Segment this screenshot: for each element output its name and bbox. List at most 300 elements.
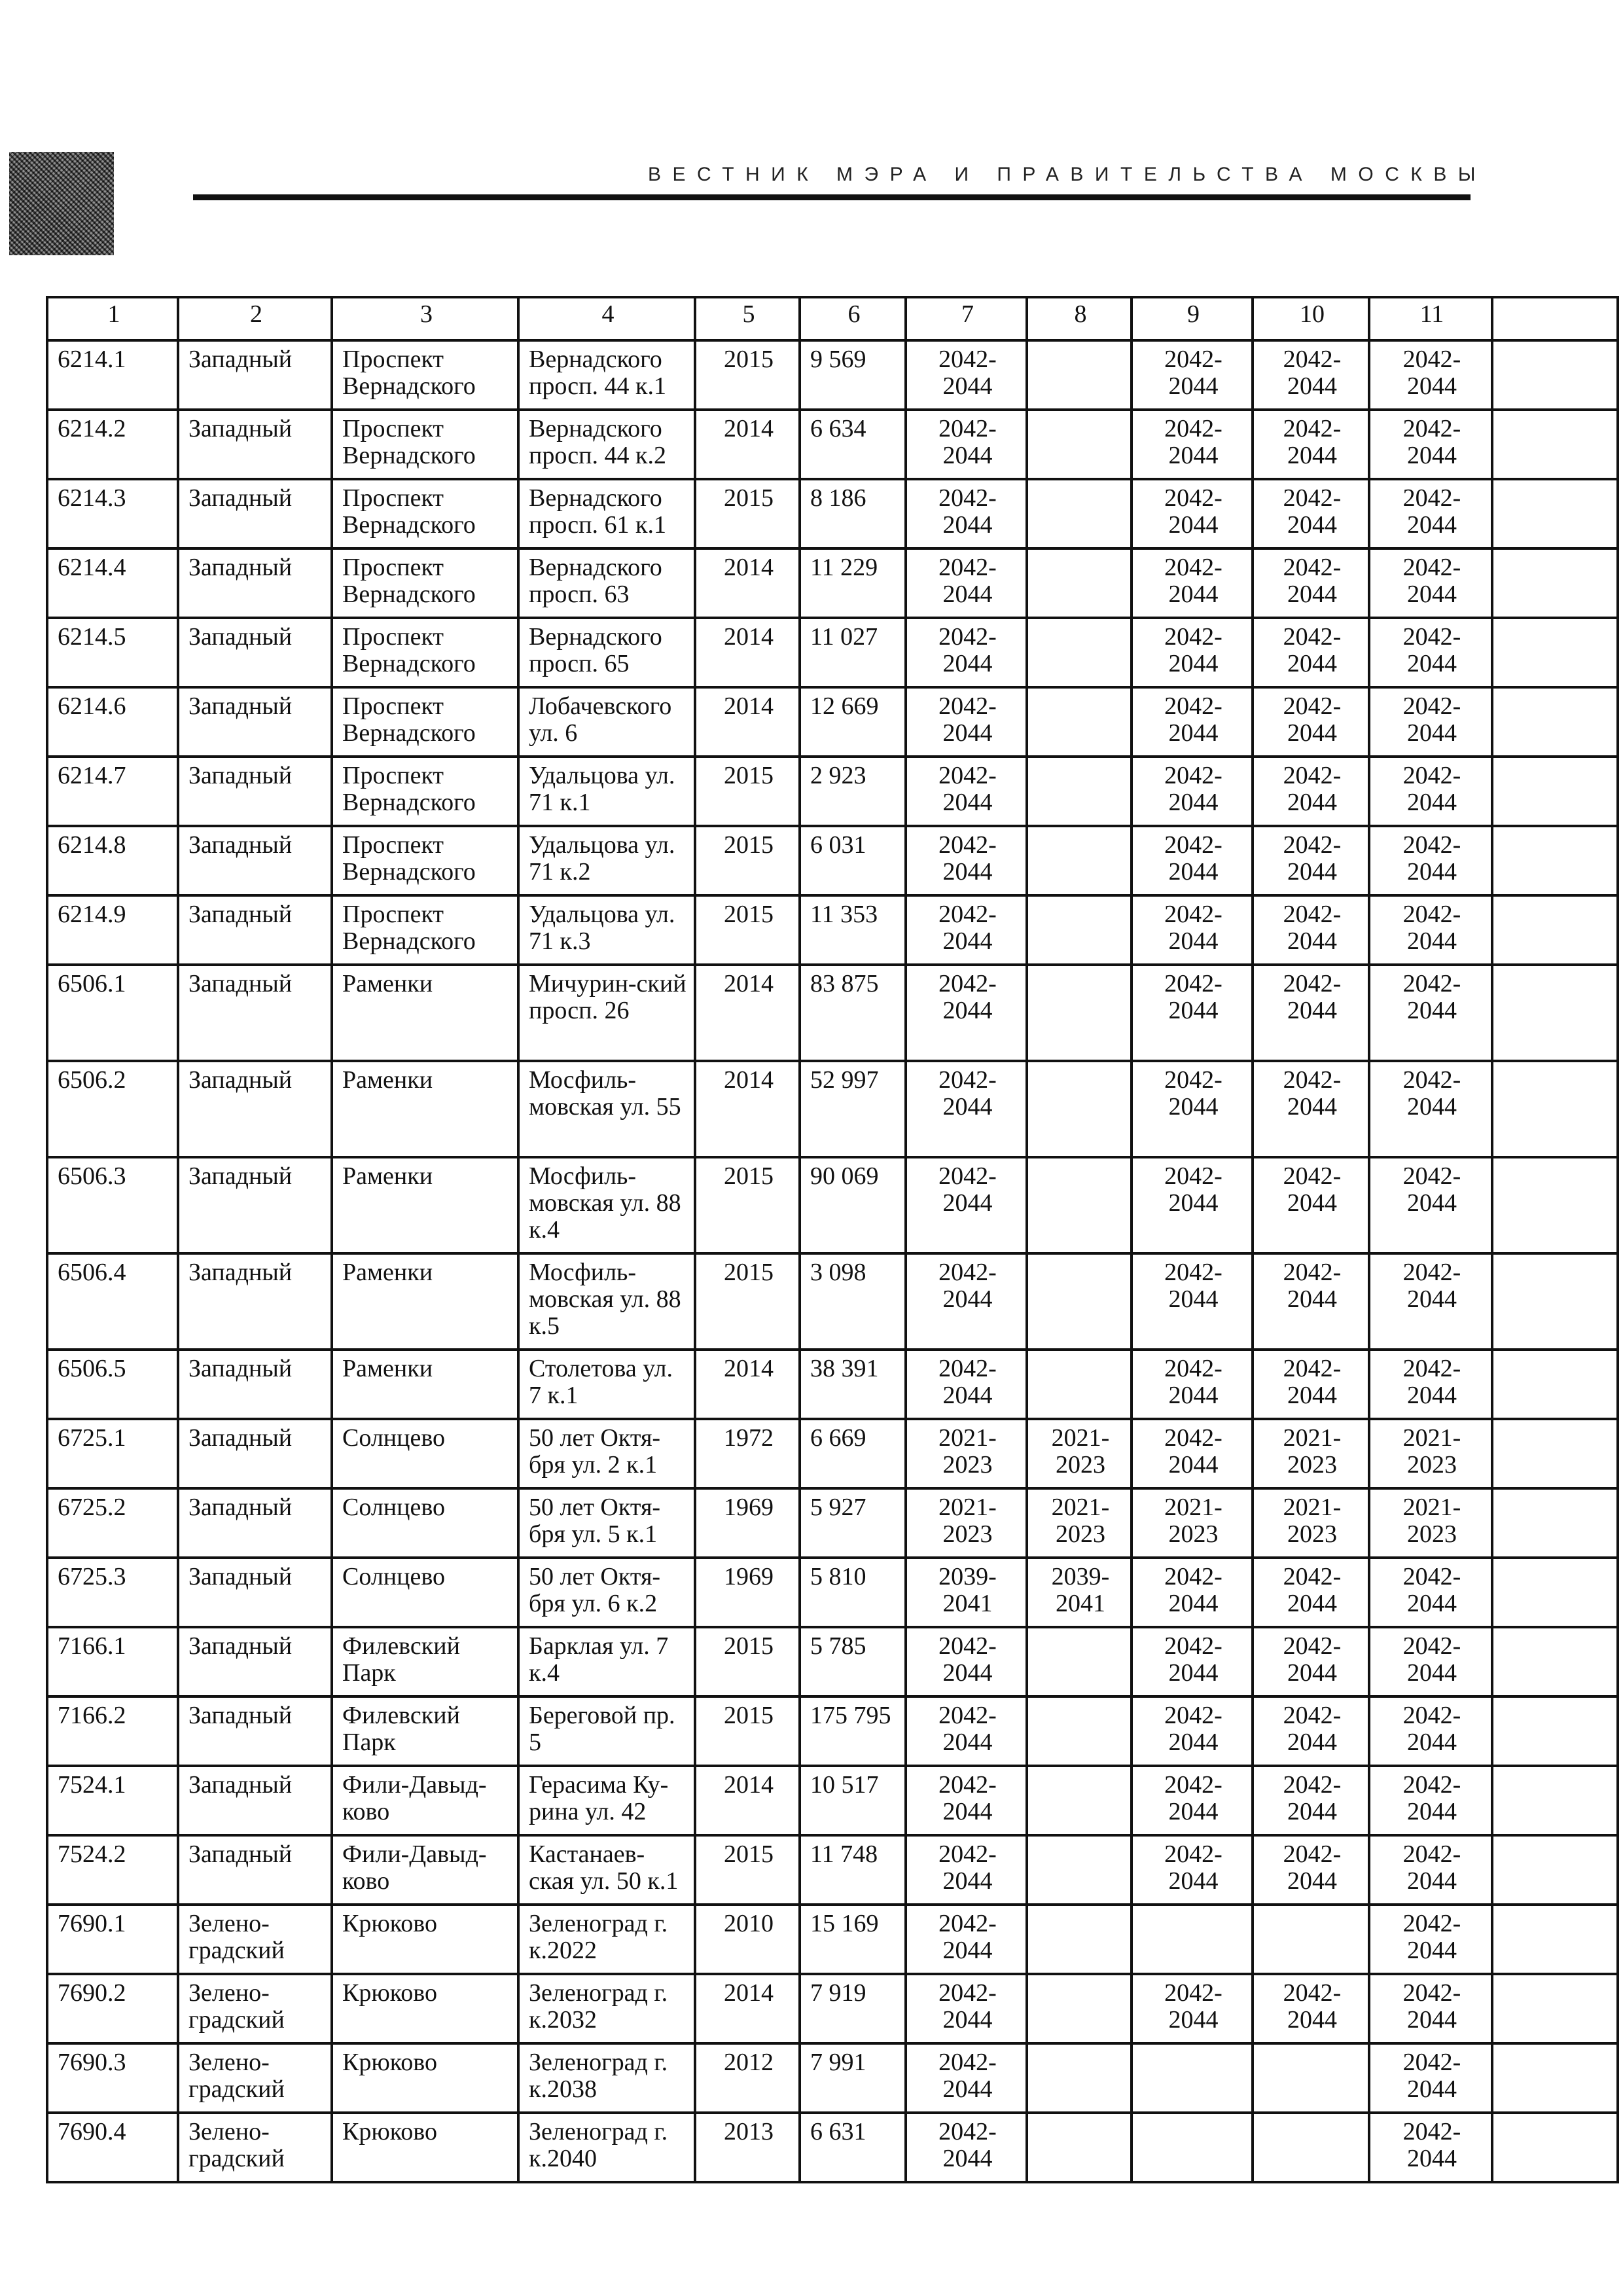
cell-period-7: 2042-2044 <box>906 1253 1027 1350</box>
table-row <box>47 1488 1618 1558</box>
cell-period-8 <box>1027 1766 1132 1835</box>
table-row <box>47 1974 1618 2043</box>
cell-extra <box>1492 1766 1618 1835</box>
cell-address: Мичурин-ский просп. 26 <box>518 965 695 1061</box>
cell-extra <box>1492 1157 1618 1253</box>
cell-period-9: 2042-2044 <box>1132 1627 1253 1696</box>
cell-period-11: 2042-2044 <box>1369 2043 1492 2113</box>
table-row <box>47 1905 1618 1974</box>
table-row <box>47 2043 1618 2113</box>
table-row <box>47 618 1618 687</box>
cell-period-9: 2042-2044 <box>1132 1558 1253 1627</box>
table-row <box>47 1766 1618 1835</box>
cell-extra <box>1492 687 1618 757</box>
cell-id: 6214.5 <box>47 618 178 687</box>
column-header: 11 <box>1369 297 1492 340</box>
cell-period-11: 2042-2044 <box>1369 826 1492 895</box>
cell-period-7: 2042-2044 <box>906 1061 1027 1157</box>
cell-district: Западный <box>178 1835 332 1905</box>
cell-period-11: 2042-2044 <box>1369 1627 1492 1696</box>
cell-address: Кастанаев-ская ул. 50 к.1 <box>518 1835 695 1905</box>
cell-extra <box>1492 479 1618 548</box>
cell-period-7: 2021-2023 <box>906 1419 1027 1488</box>
cell-period-7: 2021-2023 <box>906 1488 1027 1558</box>
cell-period-8 <box>1027 548 1132 618</box>
cell-year: 2010 <box>695 1905 800 1974</box>
table-row <box>47 826 1618 895</box>
cell-period-8 <box>1027 340 1132 410</box>
table-row <box>47 687 1618 757</box>
cell-id: 7690.3 <box>47 2043 178 2113</box>
cell-area-value: 5 927 <box>800 1488 906 1558</box>
cell-period-8 <box>1027 618 1132 687</box>
cell-period-7: 2042-2044 <box>906 1350 1027 1419</box>
column-header: 6 <box>800 297 906 340</box>
cell-district: Западный <box>178 1061 332 1157</box>
cell-year: 2014 <box>695 548 800 618</box>
cell-area-value: 5 810 <box>800 1558 906 1627</box>
cell-period-7: 2039-2041 <box>906 1558 1027 1627</box>
cell-district: Западный <box>178 1558 332 1627</box>
cell-extra <box>1492 895 1618 965</box>
cell-period-10: 2042-2044 <box>1253 479 1369 548</box>
cell-period-11: 2042-2044 <box>1369 1558 1492 1627</box>
cell-district: Западный <box>178 1350 332 1419</box>
cell-period-9: 2042-2044 <box>1132 1253 1253 1350</box>
cell-id: 6506.1 <box>47 965 178 1061</box>
cell-address: Удальцова ул. 71 к.1 <box>518 757 695 826</box>
cell-period-8: 2021-2023 <box>1027 1488 1132 1558</box>
cell-period-10: 2021-2023 <box>1253 1419 1369 1488</box>
cell-area: Крюково <box>332 1974 518 2043</box>
cell-period-9: 2042-2044 <box>1132 895 1253 965</box>
cell-period-11: 2042-2044 <box>1369 548 1492 618</box>
cell-year: 2015 <box>695 1157 800 1253</box>
cell-area-value: 11 748 <box>800 1835 906 1905</box>
cell-year: 2014 <box>695 1350 800 1419</box>
cell-extra <box>1492 548 1618 618</box>
cell-period-10: 2042-2044 <box>1253 895 1369 965</box>
cell-period-7: 2042-2044 <box>906 1696 1027 1766</box>
cell-area-value: 52 997 <box>800 1061 906 1157</box>
cell-period-8 <box>1027 1253 1132 1350</box>
cell-area: Филевский Парк <box>332 1696 518 1766</box>
cell-area-value: 83 875 <box>800 965 906 1061</box>
cell-period-11: 2042-2044 <box>1369 1350 1492 1419</box>
cell-period-7: 2042-2044 <box>906 410 1027 479</box>
cell-period-7: 2042-2044 <box>906 1835 1027 1905</box>
cell-area: Проспект Вернадского <box>332 618 518 687</box>
table-row <box>47 895 1618 965</box>
cell-address: Вернадского просп. 61 к.1 <box>518 479 695 548</box>
cell-period-7: 2042-2044 <box>906 826 1027 895</box>
cell-period-9: 2042-2044 <box>1132 1061 1253 1157</box>
cell-period-11: 2042-2044 <box>1369 1061 1492 1157</box>
cell-year: 2014 <box>695 410 800 479</box>
cell-area-value: 3 098 <box>800 1253 906 1350</box>
cell-district: Западный <box>178 687 332 757</box>
cell-period-9 <box>1132 2113 1253 2182</box>
cell-area-value: 9 569 <box>800 340 906 410</box>
cell-period-9: 2042-2044 <box>1132 965 1253 1061</box>
cell-period-11: 2021-2023 <box>1369 1419 1492 1488</box>
cell-extra <box>1492 1835 1618 1905</box>
cell-period-8 <box>1027 2113 1132 2182</box>
cell-id: 7690.2 <box>47 1974 178 2043</box>
cell-period-8 <box>1027 479 1132 548</box>
cell-area-value: 90 069 <box>800 1157 906 1253</box>
column-header: 2 <box>178 297 332 340</box>
cell-extra <box>1492 2113 1618 2182</box>
cell-extra <box>1492 1627 1618 1696</box>
cell-period-8 <box>1027 1696 1132 1766</box>
cell-district: Зелено-градский <box>178 1905 332 1974</box>
cell-district: Зелено-градский <box>178 2043 332 2113</box>
cell-area-value: 38 391 <box>800 1350 906 1419</box>
cell-period-9: 2042-2044 <box>1132 410 1253 479</box>
cell-address: 50 лет Октя-бря ул. 2 к.1 <box>518 1419 695 1488</box>
cell-address: 50 лет Октя-бря ул. 5 к.1 <box>518 1488 695 1558</box>
cell-extra <box>1492 1905 1618 1974</box>
cell-district: Зелено-градский <box>178 1974 332 2043</box>
column-header: 8 <box>1027 297 1132 340</box>
cell-year: 2015 <box>695 340 800 410</box>
cell-period-7: 2042-2044 <box>906 479 1027 548</box>
cell-extra <box>1492 965 1618 1061</box>
cell-area: Крюково <box>332 2043 518 2113</box>
cell-district: Западный <box>178 895 332 965</box>
cell-year: 2015 <box>695 1835 800 1905</box>
cell-district: Западный <box>178 340 332 410</box>
cell-address: Столетова ул. 7 к.1 <box>518 1350 695 1419</box>
cell-period-11: 2042-2044 <box>1369 1766 1492 1835</box>
cell-period-9: 2042-2044 <box>1132 1696 1253 1766</box>
cell-district: Западный <box>178 1488 332 1558</box>
cell-period-10: 2021-2023 <box>1253 1488 1369 1558</box>
table-row <box>47 1419 1618 1488</box>
cell-id: 7690.4 <box>47 2113 178 2182</box>
cell-period-11: 2042-2044 <box>1369 1835 1492 1905</box>
cell-address: Вернадского просп. 44 к.1 <box>518 340 695 410</box>
cell-period-10: 2042-2044 <box>1253 1350 1369 1419</box>
cell-address: Вернадского просп. 63 <box>518 548 695 618</box>
cell-id: 7166.2 <box>47 1696 178 1766</box>
cell-year: 2014 <box>695 1061 800 1157</box>
cell-area-value: 11 229 <box>800 548 906 618</box>
cell-period-10: 2042-2044 <box>1253 687 1369 757</box>
cell-period-11: 2042-2044 <box>1369 410 1492 479</box>
cell-period-10: 2042-2044 <box>1253 965 1369 1061</box>
table-row <box>47 1696 1618 1766</box>
cell-area: Солнцево <box>332 1558 518 1627</box>
cell-area: Проспект Вернадского <box>332 895 518 965</box>
cell-period-8 <box>1027 687 1132 757</box>
table-row <box>47 1558 1618 1627</box>
cell-address: Лобачевского ул. 6 <box>518 687 695 757</box>
cell-period-9: 2042-2044 <box>1132 479 1253 548</box>
cell-period-11: 2042-2044 <box>1369 895 1492 965</box>
cell-area: Фили-Давыд-ково <box>332 1835 518 1905</box>
data-table <box>46 296 1619 2183</box>
cell-period-10: 2042-2044 <box>1253 1253 1369 1350</box>
cell-address: Зеленоград г. к.2038 <box>518 2043 695 2113</box>
table-body <box>47 297 1618 2182</box>
cell-period-11: 2042-2044 <box>1369 1696 1492 1766</box>
cell-extra <box>1492 410 1618 479</box>
table-row <box>47 1835 1618 1905</box>
cell-address: Удальцова ул. 71 к.2 <box>518 826 695 895</box>
cell-period-11: 2042-2044 <box>1369 479 1492 548</box>
cell-period-8 <box>1027 1061 1132 1157</box>
table-row <box>47 479 1618 548</box>
cell-period-7: 2042-2044 <box>906 965 1027 1061</box>
cell-address: Вернадского просп. 44 к.2 <box>518 410 695 479</box>
cell-address: Удальцова ул. 71 к.3 <box>518 895 695 965</box>
cell-period-7: 2042-2044 <box>906 340 1027 410</box>
cell-address: Зеленоград г. к.2040 <box>518 2113 695 2182</box>
cell-period-7: 2042-2044 <box>906 687 1027 757</box>
cell-area-value: 11 027 <box>800 618 906 687</box>
cell-period-8 <box>1027 1350 1132 1419</box>
cell-period-8 <box>1027 1835 1132 1905</box>
cell-period-8 <box>1027 757 1132 826</box>
cell-area: Раменки <box>332 965 518 1061</box>
cell-period-7: 2042-2044 <box>906 1974 1027 2043</box>
cell-period-9: 2042-2044 <box>1132 826 1253 895</box>
cell-district: Зелено-градский <box>178 2113 332 2182</box>
cell-period-10: 2042-2044 <box>1253 1157 1369 1253</box>
cell-address: Зеленоград г. к.2022 <box>518 1905 695 1974</box>
cell-period-7: 2042-2044 <box>906 1627 1027 1696</box>
cell-year: 2015 <box>695 895 800 965</box>
cell-area-value: 175 795 <box>800 1696 906 1766</box>
cell-area: Проспект Вернадского <box>332 479 518 548</box>
cell-district: Западный <box>178 1766 332 1835</box>
cell-area: Раменки <box>332 1253 518 1350</box>
cell-district: Западный <box>178 479 332 548</box>
cell-period-11: 2042-2044 <box>1369 618 1492 687</box>
cell-year: 2015 <box>695 479 800 548</box>
cell-area: Фили-Давыд-ково <box>332 1766 518 1835</box>
cell-period-11: 2042-2044 <box>1369 1157 1492 1253</box>
cell-id: 7524.1 <box>47 1766 178 1835</box>
cell-extra <box>1492 2043 1618 2113</box>
cell-period-11: 2042-2044 <box>1369 757 1492 826</box>
cell-id: 6214.8 <box>47 826 178 895</box>
cell-extra <box>1492 1974 1618 2043</box>
cell-district: Западный <box>178 965 332 1061</box>
cell-period-10: 2042-2044 <box>1253 548 1369 618</box>
cell-extra <box>1492 1350 1618 1419</box>
cell-period-10: 2042-2044 <box>1253 1835 1369 1905</box>
cell-area-value: 6 669 <box>800 1419 906 1488</box>
table-row <box>47 410 1618 479</box>
table-row <box>47 1627 1618 1696</box>
cell-id: 6214.4 <box>47 548 178 618</box>
cell-period-10: 2042-2044 <box>1253 1766 1369 1835</box>
cell-area-value: 6 631 <box>800 2113 906 2182</box>
cell-address: 50 лет Октя-бря ул. 6 к.2 <box>518 1558 695 1627</box>
running-head: ВЕСТНИК МЭРА И ПРАВИТЕЛЬСТВА МОСКВЫ <box>648 164 1487 185</box>
cell-address: Зеленоград г. к.2032 <box>518 1974 695 2043</box>
cell-year: 1972 <box>695 1419 800 1488</box>
cell-area-value: 8 186 <box>800 479 906 548</box>
cell-area: Раменки <box>332 1350 518 1419</box>
cell-id: 6214.2 <box>47 410 178 479</box>
cell-year: 1969 <box>695 1488 800 1558</box>
cell-address: Вернадского просп. 65 <box>518 618 695 687</box>
cell-year: 2015 <box>695 1253 800 1350</box>
cell-period-10: 2042-2044 <box>1253 340 1369 410</box>
cell-period-9: 2042-2044 <box>1132 340 1253 410</box>
cell-extra <box>1492 757 1618 826</box>
cell-id: 6725.1 <box>47 1419 178 1488</box>
cell-period-9: 2042-2044 <box>1132 687 1253 757</box>
cell-id: 6725.2 <box>47 1488 178 1558</box>
cell-period-7: 2042-2044 <box>906 2043 1027 2113</box>
cell-period-7: 2042-2044 <box>906 1766 1027 1835</box>
cell-period-10: 2042-2044 <box>1253 1627 1369 1696</box>
cell-period-8 <box>1027 895 1132 965</box>
table-row <box>47 340 1618 410</box>
cell-area-value: 10 517 <box>800 1766 906 1835</box>
cell-year: 2015 <box>695 826 800 895</box>
cell-extra <box>1492 1253 1618 1350</box>
cell-area: Раменки <box>332 1157 518 1253</box>
cell-period-9: 2042-2044 <box>1132 1157 1253 1253</box>
table-row <box>47 1253 1618 1350</box>
cell-period-9: 2042-2044 <box>1132 618 1253 687</box>
cell-address: Барклая ул. 7 к.4 <box>518 1627 695 1696</box>
cell-district: Западный <box>178 410 332 479</box>
cell-area: Проспект Вернадского <box>332 687 518 757</box>
cell-period-8 <box>1027 826 1132 895</box>
cell-area-value: 11 353 <box>800 895 906 965</box>
cell-period-10: 2042-2044 <box>1253 618 1369 687</box>
cell-area: Крюково <box>332 1905 518 1974</box>
cell-period-7: 2042-2044 <box>906 895 1027 965</box>
cell-period-8 <box>1027 1974 1132 2043</box>
table-header-row <box>47 297 1618 340</box>
cell-period-10: 2042-2044 <box>1253 826 1369 895</box>
cell-year: 2012 <box>695 2043 800 2113</box>
cell-area: Филевский Парк <box>332 1627 518 1696</box>
column-header: 4 <box>518 297 695 340</box>
cell-year: 2015 <box>695 1627 800 1696</box>
cell-period-10 <box>1253 2113 1369 2182</box>
table-row <box>47 757 1618 826</box>
table-row <box>47 965 1618 1061</box>
cell-period-9: 2042-2044 <box>1132 757 1253 826</box>
cell-period-10: 2042-2044 <box>1253 1558 1369 1627</box>
cell-area-value: 2 923 <box>800 757 906 826</box>
cell-period-8: 2039-2041 <box>1027 1558 1132 1627</box>
cell-area-value: 7 919 <box>800 1974 906 2043</box>
cell-period-8: 2021-2023 <box>1027 1419 1132 1488</box>
cell-period-10 <box>1253 2043 1369 2113</box>
cell-year: 2014 <box>695 687 800 757</box>
cell-year: 2014 <box>695 1766 800 1835</box>
cell-district: Западный <box>178 826 332 895</box>
cell-period-10: 2042-2044 <box>1253 1061 1369 1157</box>
cell-district: Западный <box>178 1253 332 1350</box>
cell-period-7: 2042-2044 <box>906 2113 1027 2182</box>
cell-id: 6214.7 <box>47 757 178 826</box>
column-header: 3 <box>332 297 518 340</box>
cell-period-8 <box>1027 410 1132 479</box>
cell-period-10: 2042-2044 <box>1253 1974 1369 2043</box>
cell-area-value: 6 634 <box>800 410 906 479</box>
cell-year: 2015 <box>695 1696 800 1766</box>
table-row <box>47 1061 1618 1157</box>
cell-district: Западный <box>178 618 332 687</box>
cell-address: Мосфиль-мовская ул. 88 к.4 <box>518 1157 695 1253</box>
cell-id: 7166.1 <box>47 1627 178 1696</box>
cell-address: Мосфиль-мовская ул. 88 к.5 <box>518 1253 695 1350</box>
cell-period-11: 2042-2044 <box>1369 2113 1492 2182</box>
column-header: 7 <box>906 297 1027 340</box>
cell-year: 2013 <box>695 2113 800 2182</box>
column-header <box>1492 297 1618 340</box>
cell-period-7: 2042-2044 <box>906 618 1027 687</box>
cell-period-9: 2042-2044 <box>1132 1835 1253 1905</box>
column-header: 10 <box>1253 297 1369 340</box>
header-rule <box>193 194 1471 200</box>
cell-year: 2014 <box>695 618 800 687</box>
cell-area: Проспект Вернадского <box>332 548 518 618</box>
cell-year: 2014 <box>695 1974 800 2043</box>
cell-period-11: 2042-2044 <box>1369 1974 1492 2043</box>
cell-period-10 <box>1253 1905 1369 1974</box>
column-header: 9 <box>1132 297 1253 340</box>
cell-district: Западный <box>178 1157 332 1253</box>
cell-district: Западный <box>178 1419 332 1488</box>
cell-area-value: 5 785 <box>800 1627 906 1696</box>
cell-area-value: 7 991 <box>800 2043 906 2113</box>
cell-district: Западный <box>178 548 332 618</box>
cell-address: Мосфиль-мовская ул. 55 <box>518 1061 695 1157</box>
cell-id: 6214.3 <box>47 479 178 548</box>
cell-extra <box>1492 618 1618 687</box>
cell-period-11: 2021-2023 <box>1369 1488 1492 1558</box>
cell-id: 6506.2 <box>47 1061 178 1157</box>
cell-year: 2015 <box>695 757 800 826</box>
cell-id: 6506.5 <box>47 1350 178 1419</box>
column-header: 1 <box>47 297 178 340</box>
cell-id: 6214.1 <box>47 340 178 410</box>
cell-year: 2014 <box>695 965 800 1061</box>
cell-period-10: 2042-2044 <box>1253 1696 1369 1766</box>
table-row <box>47 2113 1618 2182</box>
cell-period-9: 2042-2044 <box>1132 1974 1253 2043</box>
cell-extra <box>1492 1488 1618 1558</box>
cell-address: Герасима Ку-рина ул. 42 <box>518 1766 695 1835</box>
cell-area: Проспект Вернадского <box>332 340 518 410</box>
cell-period-9: 2042-2044 <box>1132 1419 1253 1488</box>
cell-period-7: 2042-2044 <box>906 1157 1027 1253</box>
cell-period-9: 2042-2044 <box>1132 548 1253 618</box>
cell-period-8 <box>1027 1627 1132 1696</box>
cell-period-7: 2042-2044 <box>906 757 1027 826</box>
cell-period-8 <box>1027 965 1132 1061</box>
cell-period-7: 2042-2044 <box>906 1905 1027 1974</box>
cell-area: Солнцево <box>332 1419 518 1488</box>
cell-period-11: 2042-2044 <box>1369 1253 1492 1350</box>
cell-id: 7524.2 <box>47 1835 178 1905</box>
cell-area: Крюково <box>332 2113 518 2182</box>
cell-area: Проспект Вернадского <box>332 826 518 895</box>
cell-id: 6725.3 <box>47 1558 178 1627</box>
